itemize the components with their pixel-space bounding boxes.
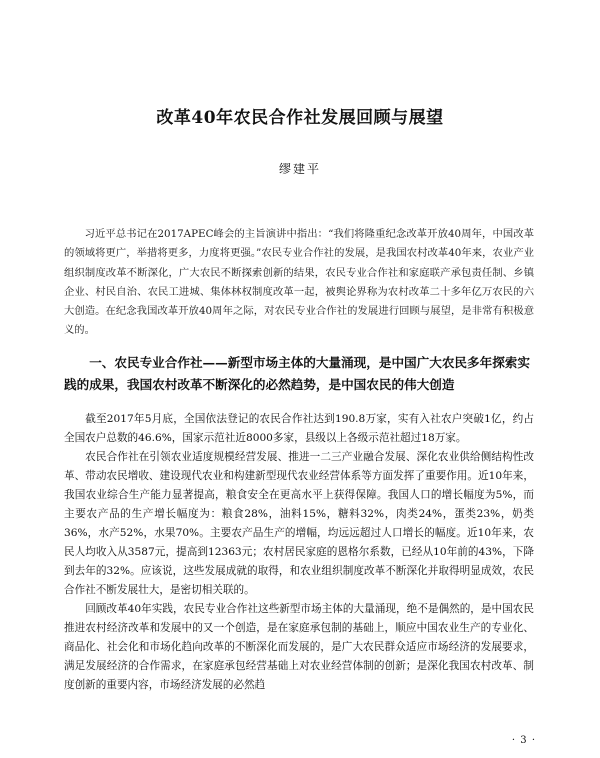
body-paragraph-1: 截至2017年5月底，全国依法登记的农民合作社达到190.8万家，实有入社农户突破1亿，约占全国农户总数的46.6%，国家示范社近8000多家，县级以上各级示范社超过18万家。 xyxy=(64,413,534,444)
author-name: 缪建平 xyxy=(278,162,321,176)
body-block xyxy=(64,410,534,695)
article-title: 改革40年农民合作社发展回顾与展望 xyxy=(156,108,444,128)
body-paragraph-3: 回顾改革40年实践，农民专业合作社这些新型市场主体的大量涌现，绝不是偶然的，是中国农民推进农村经济改革和发展中的又一个创造，是在家庭承包制的基础上，顺应中国农业生产的专业化、商品化、社会化和市场化趋向改革的不断深化而发展的，是广大农民群众适应市场经济的发展要求，满足发展经济的合作需求，在家庭承包经营基础上对农业经营体制的创新；是深化我国农村改革、制度创新的重要内容，市场经济发展的必然趋 xyxy=(64,603,534,691)
intro-block xyxy=(64,225,534,341)
section-heading: 一、农民专业合作社——新型市场主体的大量涌现，是中国广大农民多年探索实践的成果，我国农村改革不断深化的必然趋势，是中国农民的伟大创造 xyxy=(64,355,530,392)
intro-paragraph: 习近平总书记在2017APEC峰会的主旨演讲中指出：“我们将隆重纪念改革开放40周年，中国改革的领域将更广，举措将更多，力度将更强。”农民专业合作社的发展，是我国农村改革40年来，农业产业组织制度改革不断深化，广大农民不断探索创新的结果，农民专业合作社和家庭联产承包责任制、乡镇企业、村民自治、农民工进城、集体林权制度改革一起，被舆论界称为农村改革二十多年亿万农民的六大创造。在纪念我国改革开放40周年之际，对农民专业合作社的发展进行回顾与展望，是非常有积极意义的。 xyxy=(64,228,534,337)
body-paragraph-2: 农民合作社在引领农业适度规模经营发展、推进一二三产业融合发展、深化农业供给侧结构性改革、带动农民增收、建设现代农业和构建新型现代农业经营体系等方面发挥了重要作用。近10年来，我国农业综合生产能力显著提高，粮食安全在更高水平上获得保障。我国人口的增长幅度为5%，而主要农产品的生产增长幅度为：粮食28%，油料15%，糖料32%，肉类24%，蛋类23%，奶类36%，水产52%，水果70%。主要农产品生产的增幅，均远远超过人口增长的幅度。近10年来，农民人均收入从3587元，提高到12363元；农村居民家庭的恩格尔系数，已经从10年前的43%，下降到去年的32%。应该说，这些发展成就的取得，和农业组织制度改革不断深化并取得明显成效，农民合作社不断发展壮大，是密切相关联的。 xyxy=(64,451,534,596)
page-number: · 3 · xyxy=(511,735,536,746)
